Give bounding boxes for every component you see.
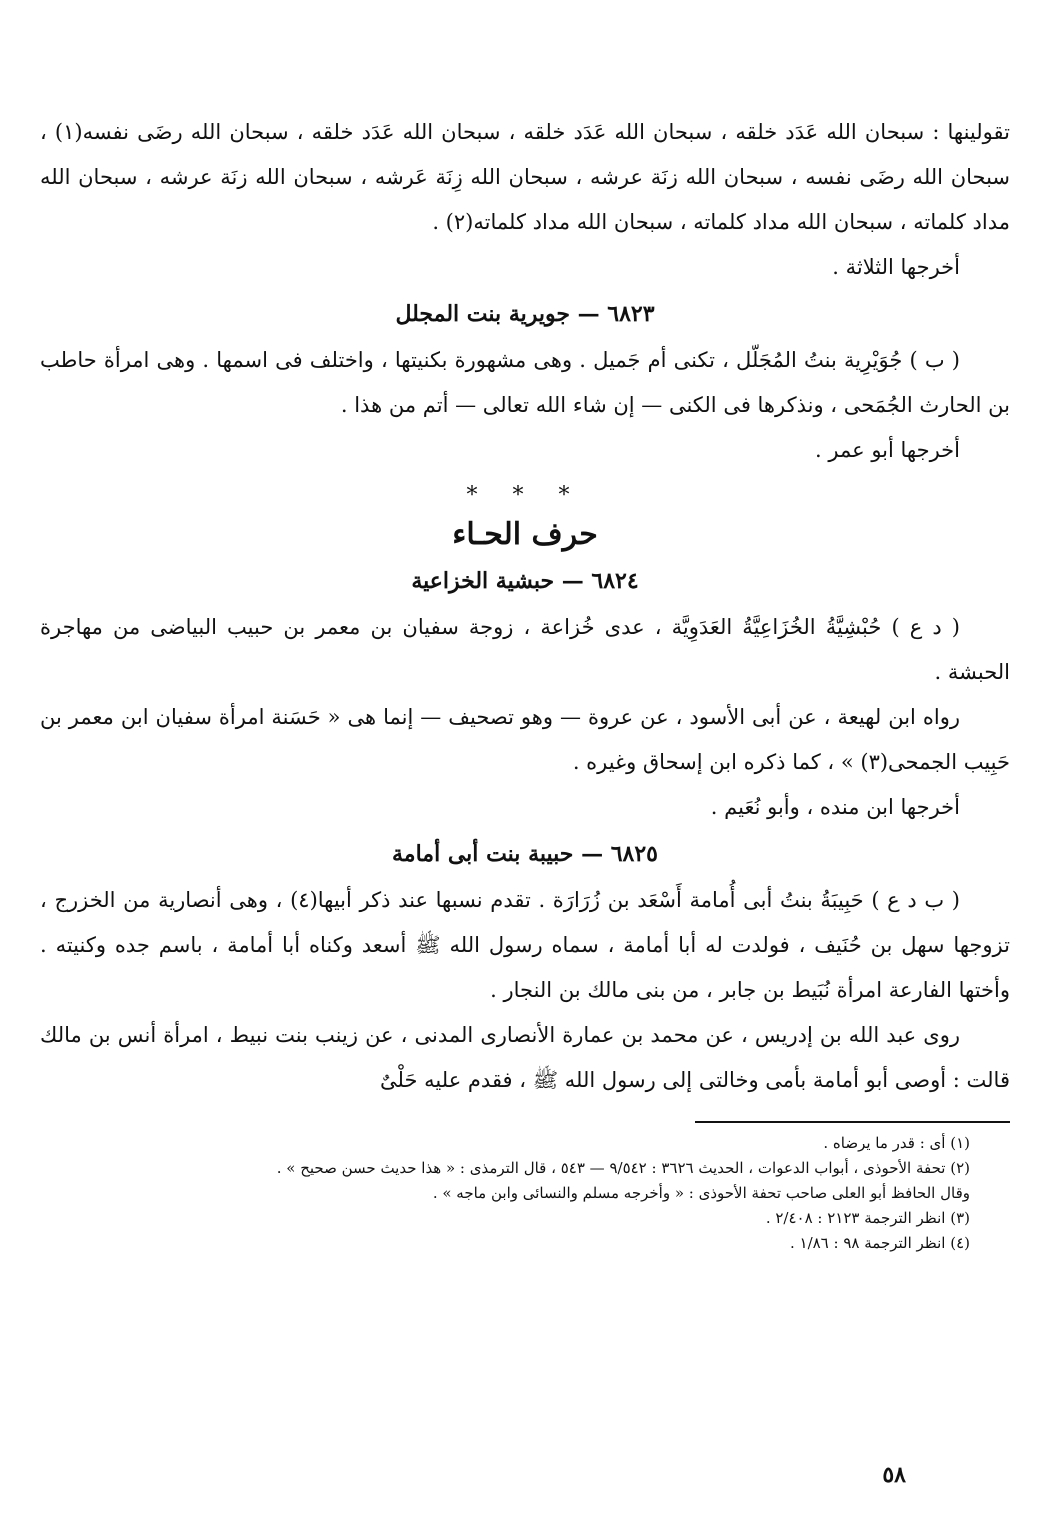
document-page: [40, 110, 1010, 1256]
entry-6825-paragraph-1: ( ب د ع ) حَبِيبَةُ بنتُ أبى أُمامة أَسْعَد بن زُرَارَة . تقدم نسبها عند ذكر أبيها(٤) ، وهى أنصارية من الخزرج ، تزوجها سهل بن حُنَيف ، فولدت له أبا أمامة ، سماه رسول الله ﷺ أسعد وكناه أبا أمامة ، باسم جده وكنيته . وأختها الفارعة امرأة نُبَيط بن جابر ، من بنى مالك بن النجار .: [40, 888, 1010, 1002]
intro-akhraja: أخرجها الثلاثة .: [832, 255, 960, 279]
entry-6825-paragraph-2: روى عبد الله بن إدريس ، عن محمد بن عمارة الأنصارى المدنى ، عن زينب بنت نبيط ، امرأة أنس بن مالك قالت : أوصى أبو أمامة بأمى وخالتى إلى رسول الله ﷺ ، فقدم عليه حَلْىٌ: [40, 1023, 1010, 1092]
footnote-1: (١) أى : قدر ما يرضاه .: [823, 1134, 970, 1152]
entry-6823-heading: ٦٨٢٣ — جويرية بنت المجلل: [395, 301, 655, 327]
entry-6823-paragraph: ( ب ) جُوَيْرِية بنتُ المُجَلّل ، تكنى أم جَميل . وهى مشهورة بكنيتها ، واختلف فى اسمها . وهى امرأة حاطب بن الحارث الجُمَحى ، ونذكرها فى الكنى — إن شاء الله تعالى — أتم من هذا .: [40, 348, 1010, 417]
entry-6824-paragraph-2: رواه ابن لهيعة ، عن أبى الأسود ، عن عروة — وهو تصحيف — إنما هى « حَسَنة امرأة سفيان ابن معمر بن حَبِيب الجمحى(٣) » ، كما ذكره ابن إسحاق وغيره .: [40, 705, 1010, 774]
entry-6825-heading: ٦٨٢٥ — حبيبة بنت أبى أمامة: [392, 841, 658, 867]
footnote-4: (٤) انظر الترجمة ٩٨ : ١/٨٦ .: [789, 1234, 970, 1252]
section-separator-stars: * * *: [466, 483, 584, 508]
footnote-3: (٣) انظر الترجمة ٢١٢٣ : ٢/٤٠٨ .: [765, 1209, 970, 1227]
footnotes: [40, 1131, 1010, 1256]
entry-6824-heading: ٦٨٢٤ — حبشية الخزاعية: [411, 568, 639, 594]
footnote-2: (٢) تحفة الأحوذى ، أبواب الدعوات ، الحديث ٣٦٢٦ : ٩/٥٤٢ — ٥٤٣ ، قال الترمذى : « هذا حديث حسن صحيح » .: [276, 1159, 970, 1177]
entry-6824-paragraph-1: ( د ع ) حُبْشِيَّةُ الخُزَاعِيَّةُ العَدَوِيَّة ، عدى خُزاعة ، زوجة سفيان بن معمر بن حبيب البياضى من مهاجرة الحبشة .: [40, 615, 1010, 684]
entry-6823-akhraja: أخرجها أبو عمر .: [815, 438, 960, 462]
page-number: ٥٨: [882, 1462, 906, 1488]
footnote-2-continued: وقال الحافظ أبو العلى صاحب تحفة الأحوذى : « وأخرجه مسلم والنسائى وابن ماجه » .: [432, 1184, 970, 1202]
intro-paragraph: تقولينها : سبحان الله عَدَد خلقه ، سبحان الله عَدَد خلقه ، سبحان الله عَدَد خلقه ، سبحان الله رضَى نفسه(١) ، سبحان الله رضَى نفسه ، سبحان الله زنَة عرشه ، سبحان الله زِنَة عَرشه ، سبحان الله زنَة عرشه ، سبحان الله مداد كلماته ، سبحان الله مداد كلماته ، سبحان الله مداد كلماته(٢) .: [40, 120, 1010, 234]
entry-6824-akhraja: أخرجها ابن منده ، وأبو نُعَيم .: [710, 795, 960, 819]
section-title: حرف الحـاء: [452, 517, 598, 552]
footnote-divider: [695, 1121, 1010, 1123]
